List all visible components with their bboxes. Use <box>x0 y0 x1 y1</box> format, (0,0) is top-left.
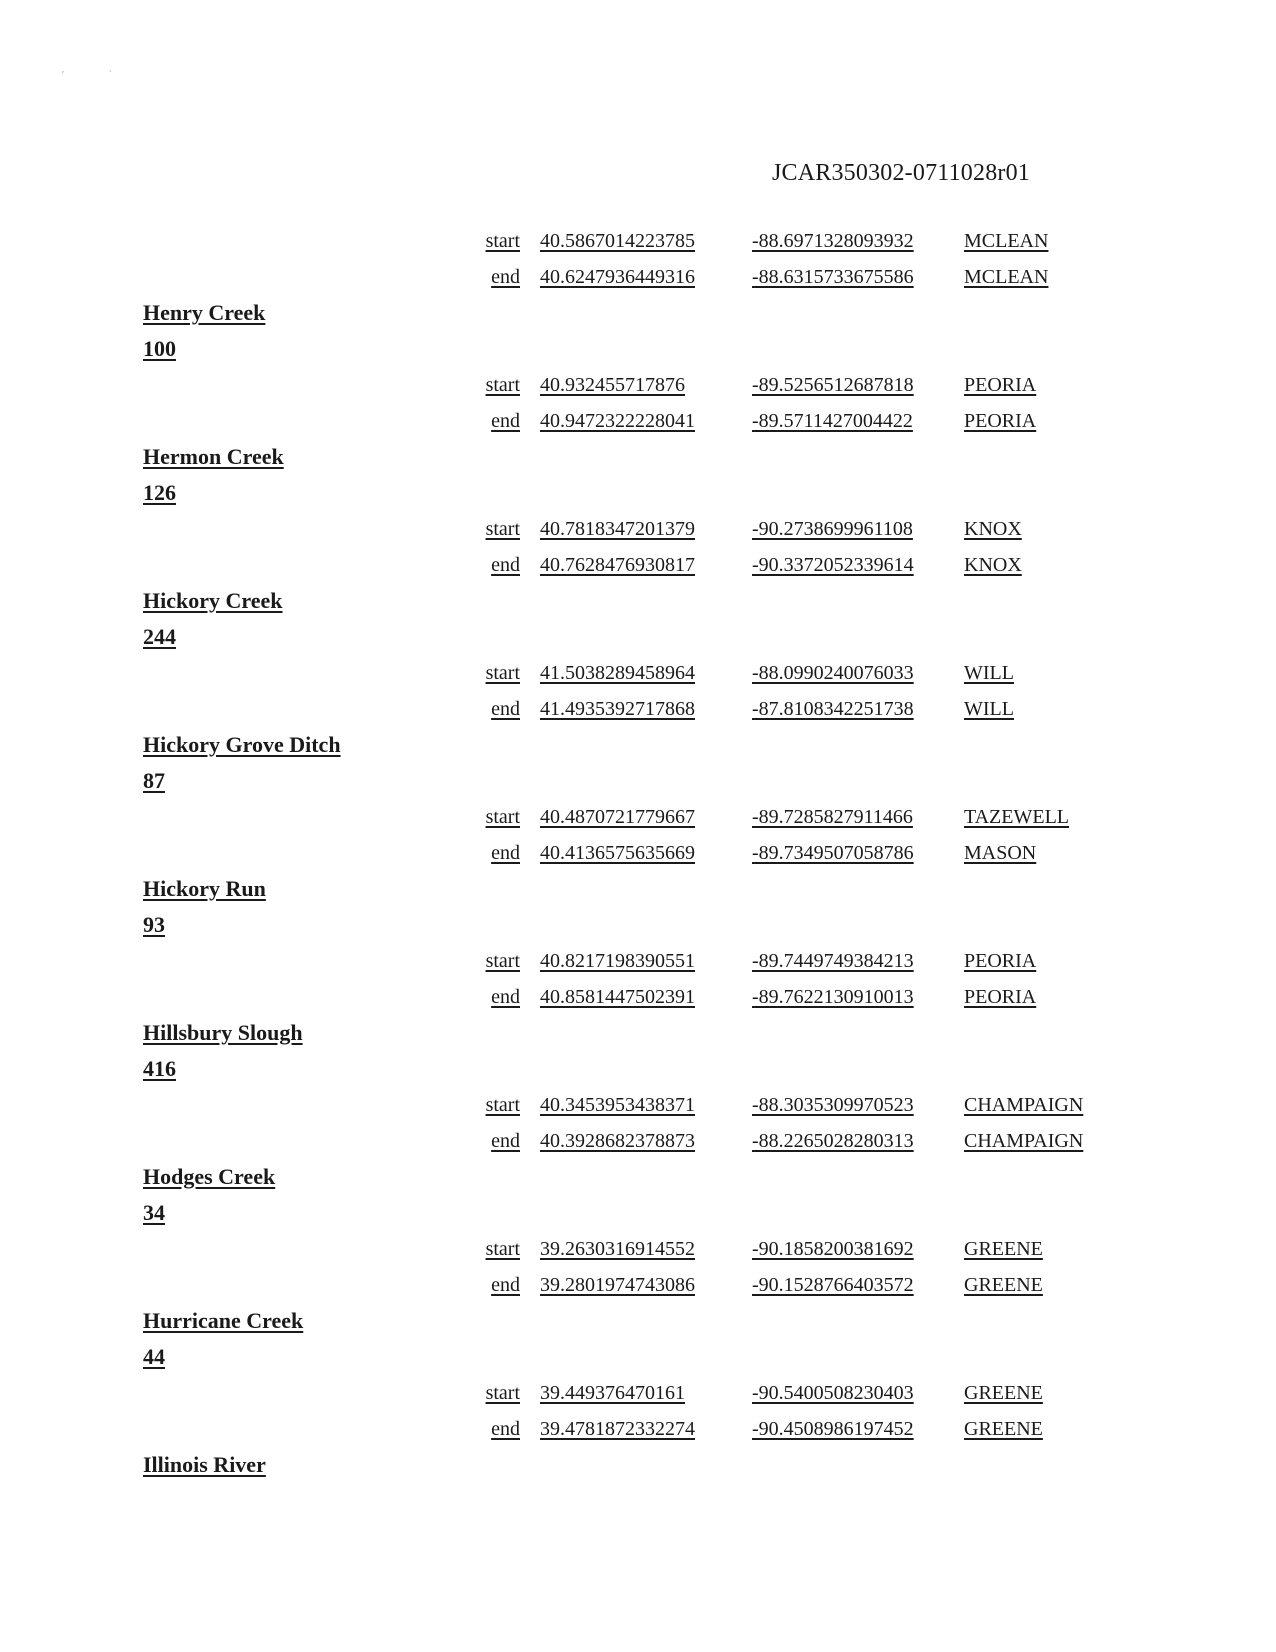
point-longitude: -89.5711427004422 <box>752 410 913 432</box>
point-longitude: -90.2738699961108 <box>752 518 913 540</box>
stream-name: Hurricane Creek <box>143 1308 304 1333</box>
stream-name: Illinois River <box>143 1452 266 1477</box>
point-row <box>0 1126 1276 1156</box>
point-latitude: 40.8581447502391 <box>540 986 695 1008</box>
scan-specks: ' ` <box>62 70 113 81</box>
stream-number: 34 <box>143 1200 165 1225</box>
point-label: start <box>485 518 520 540</box>
stream-number: 126 <box>143 480 176 505</box>
point-label: end <box>491 410 520 432</box>
point-latitude: 40.3928682378873 <box>540 1130 695 1152</box>
stream-number: 416 <box>143 1056 176 1081</box>
point-row <box>0 694 1276 724</box>
point-county: GREENE <box>964 1274 1043 1296</box>
point-longitude: -89.7449749384213 <box>752 950 914 972</box>
point-label: start <box>485 1238 520 1260</box>
point-latitude: 41.5038289458964 <box>540 662 695 684</box>
point-longitude: -90.3372052339614 <box>752 554 914 576</box>
point-longitude: -90.5400508230403 <box>752 1382 914 1404</box>
point-row <box>0 226 1276 256</box>
point-county: KNOX <box>964 554 1022 576</box>
point-county: MCLEAN <box>964 230 1049 252</box>
point-longitude: -89.7285827911466 <box>752 806 913 828</box>
point-latitude: 40.4870721779667 <box>540 806 695 828</box>
stream-name: Hickory Grove Ditch <box>143 732 341 757</box>
point-county: WILL <box>964 662 1014 684</box>
point-longitude: -87.8108342251738 <box>752 698 914 720</box>
point-latitude: 40.932455717876 <box>540 374 685 396</box>
point-longitude: -90.1528766403572 <box>752 1274 914 1296</box>
point-latitude: 39.449376470161 <box>540 1382 685 1404</box>
point-county: KNOX <box>964 518 1022 540</box>
point-label: start <box>485 1382 520 1404</box>
point-latitude: 41.4935392717868 <box>540 698 695 720</box>
document-id: JCAR350302-0711028r01 <box>772 160 1030 186</box>
stream-name: Hickory Creek <box>143 588 283 613</box>
point-county: TAZEWELL <box>964 806 1070 828</box>
point-longitude: -90.1858200381692 <box>752 1238 914 1260</box>
point-latitude: 39.2630316914552 <box>540 1238 695 1260</box>
point-label: end <box>491 1274 520 1296</box>
point-row <box>0 1234 1276 1264</box>
point-longitude: -89.7349507058786 <box>752 842 914 864</box>
point-label: end <box>491 698 520 720</box>
point-latitude: 40.5867014223785 <box>540 230 695 252</box>
point-longitude: -89.5256512687818 <box>752 374 914 396</box>
point-latitude: 40.7628476930817 <box>540 554 695 576</box>
point-row <box>0 550 1276 580</box>
point-label: end <box>491 554 520 576</box>
stream-number: 87 <box>143 768 165 793</box>
point-county: PEORIA <box>964 374 1037 396</box>
point-county: PEORIA <box>964 950 1037 972</box>
stream-number: 93 <box>143 912 165 937</box>
point-row <box>0 1090 1276 1120</box>
point-row <box>0 658 1276 688</box>
stream-name: Hodges Creek <box>143 1164 276 1189</box>
point-county: GREENE <box>964 1238 1043 1260</box>
point-county: MCLEAN <box>964 266 1049 288</box>
point-label: start <box>485 230 520 252</box>
point-row <box>0 982 1276 1012</box>
point-county: PEORIA <box>964 410 1037 432</box>
point-longitude: -88.6971328093932 <box>752 230 914 252</box>
point-longitude: -88.2265028280313 <box>752 1130 914 1152</box>
point-row <box>0 262 1276 292</box>
stream-name: Hickory Run <box>143 876 266 901</box>
point-label: end <box>491 266 520 288</box>
point-latitude: 40.4136575635669 <box>540 842 695 864</box>
point-label: end <box>491 986 520 1008</box>
point-latitude: 40.9472322228041 <box>540 410 695 432</box>
point-latitude: 40.8217198390551 <box>540 950 695 972</box>
point-label: end <box>491 842 520 864</box>
point-label: end <box>491 1130 520 1152</box>
point-county: CHAMPAIGN <box>964 1094 1084 1116</box>
point-label: end <box>491 1418 520 1440</box>
point-label: start <box>485 662 520 684</box>
point-row <box>0 1378 1276 1408</box>
point-latitude: 40.6247936449316 <box>540 266 695 288</box>
point-row <box>0 1414 1276 1444</box>
point-row <box>0 370 1276 400</box>
stream-number: 44 <box>143 1344 165 1369</box>
stream-name: Henry Creek <box>143 300 266 325</box>
point-county: MASON <box>964 842 1037 864</box>
point-county: GREENE <box>964 1382 1043 1404</box>
point-row <box>0 838 1276 868</box>
point-latitude: 40.3453953438371 <box>540 1094 695 1116</box>
stream-number: 244 <box>143 624 176 649</box>
point-row <box>0 514 1276 544</box>
stream-name: Hermon Creek <box>143 444 284 469</box>
point-longitude: -89.7622130910013 <box>752 986 914 1008</box>
point-row <box>0 1270 1276 1300</box>
point-longitude: -90.4508986197452 <box>752 1418 914 1440</box>
point-latitude: 39.2801974743086 <box>540 1274 695 1296</box>
point-row <box>0 406 1276 436</box>
point-longitude: -88.6315733675586 <box>752 266 914 288</box>
point-row <box>0 946 1276 976</box>
point-county: CHAMPAIGN <box>964 1130 1084 1152</box>
point-county: PEORIA <box>964 986 1037 1008</box>
point-label: start <box>485 374 520 396</box>
point-label: start <box>485 806 520 828</box>
point-latitude: 39.4781872332274 <box>540 1418 695 1440</box>
point-longitude: -88.3035309970523 <box>752 1094 914 1116</box>
stream-name: Hillsbury Slough <box>143 1020 303 1045</box>
stream-number: 100 <box>143 336 176 361</box>
point-label: start <box>485 1094 520 1116</box>
point-longitude: -88.0990240076033 <box>752 662 914 684</box>
point-label: start <box>485 950 520 972</box>
point-county: GREENE <box>964 1418 1043 1440</box>
point-row <box>0 802 1276 832</box>
point-county: WILL <box>964 698 1014 720</box>
point-latitude: 40.7818347201379 <box>540 518 695 540</box>
